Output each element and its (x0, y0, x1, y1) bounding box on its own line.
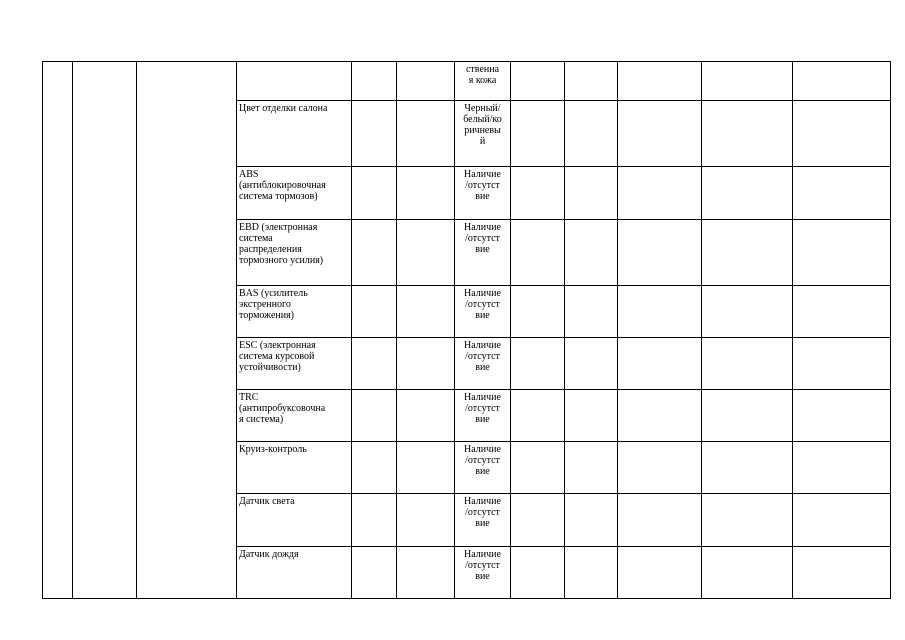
empty-cell (702, 442, 793, 494)
parameter-name: ESC (электронная система курсовой устойчивости) (239, 340, 316, 373)
parameter-value-cell (455, 286, 511, 338)
empty-cell (511, 286, 565, 338)
parameter-name: Цвет отделки салона (239, 103, 328, 114)
empty-cell (511, 167, 565, 220)
parameter-name-cell (237, 167, 352, 220)
empty-cell (793, 442, 891, 494)
empty-cell (565, 390, 618, 442)
empty-cell (793, 101, 891, 167)
empty-cell (397, 286, 455, 338)
empty-cell (565, 286, 618, 338)
parameter-value: Наличие /отсутст вие (464, 169, 501, 202)
empty-cell (352, 286, 397, 338)
empty-cell (793, 494, 891, 547)
empty-cell (397, 338, 455, 390)
empty-cell (565, 494, 618, 547)
parameter-value-cell (455, 494, 511, 547)
empty-cell (352, 442, 397, 494)
empty-cell (511, 442, 565, 494)
parameter-name: BAS (усилитель экстренного торможения) (239, 288, 308, 321)
empty-cell (397, 167, 455, 220)
parameter-value-cell (455, 442, 511, 494)
empty-cell (397, 547, 455, 599)
empty-cell (565, 442, 618, 494)
empty-cell (618, 101, 702, 167)
empty-cell (618, 442, 702, 494)
empty-cell (511, 338, 565, 390)
empty-cell (352, 338, 397, 390)
empty-cell (702, 101, 793, 167)
empty-cell (511, 390, 565, 442)
empty-cell (565, 167, 618, 220)
empty-cell (618, 390, 702, 442)
empty-cell (793, 286, 891, 338)
empty-cell (618, 494, 702, 547)
empty-cell (702, 62, 793, 101)
empty-cell (565, 547, 618, 599)
empty-cell (511, 101, 565, 167)
parameter-value: Наличие /отсутст вие (464, 340, 501, 373)
parameter-name: Датчик света (239, 496, 295, 507)
empty-cell (352, 167, 397, 220)
empty-cell (618, 62, 702, 101)
empty-cell (702, 167, 793, 220)
empty-cell (618, 547, 702, 599)
parameter-value-cell (455, 167, 511, 220)
parameter-name: Датчик дождя (239, 549, 299, 560)
parameter-value-cell (455, 390, 511, 442)
parameter-value-cell (455, 101, 511, 167)
empty-cell (397, 390, 455, 442)
empty-cell (565, 101, 618, 167)
empty-cell (702, 220, 793, 286)
parameter-value-cell (455, 220, 511, 286)
number-cell (43, 62, 73, 599)
empty-cell (352, 101, 397, 167)
empty-cell (618, 286, 702, 338)
parameter-name: Круиз-контроль (239, 444, 307, 455)
empty-cell (352, 494, 397, 547)
parameter-name-cell (237, 62, 352, 101)
category-cell (137, 62, 237, 599)
parameter-value-cell (455, 547, 511, 599)
empty-cell (397, 220, 455, 286)
parameter-value: Наличие /отсутст вие (464, 392, 501, 425)
parameter-name: ABS (антиблокировочная система тормозов) (239, 169, 326, 202)
parameter-name-cell (237, 101, 352, 167)
parameter-value: Наличие /отсутст вие (464, 288, 501, 321)
empty-cell (511, 494, 565, 547)
parameter-name-cell (237, 286, 352, 338)
parameter-name-cell (237, 338, 352, 390)
empty-cell (565, 220, 618, 286)
empty-cell (618, 338, 702, 390)
empty-cell (397, 442, 455, 494)
empty-cell (511, 62, 565, 101)
parameter-value: Наличие /отсутст вие (464, 496, 501, 529)
empty-cell (793, 547, 891, 599)
empty-cell (352, 547, 397, 599)
empty-cell (397, 62, 455, 101)
parameter-name: EBD (электронная система распределения тормозного усилия) (239, 222, 324, 266)
empty-cell (397, 494, 455, 547)
parameter-name: TRC (антипробуксовочна я система) (239, 392, 326, 425)
parameter-name-cell (237, 547, 352, 599)
parameter-name-cell (237, 220, 352, 286)
empty-cell (352, 62, 397, 101)
parameter-name-cell (237, 390, 352, 442)
empty-cell (702, 547, 793, 599)
table-row (43, 62, 891, 101)
empty-cell (793, 167, 891, 220)
empty-cell (702, 286, 793, 338)
empty-cell (352, 390, 397, 442)
parameter-value: Наличие /отсутст вие (464, 549, 501, 582)
empty-cell (511, 547, 565, 599)
empty-cell (565, 338, 618, 390)
parameter-value-cell (455, 338, 511, 390)
empty-cell (565, 62, 618, 101)
parameter-value: Наличие /отсутст вие (464, 222, 501, 255)
parameter-name-cell (237, 494, 352, 547)
empty-cell (702, 494, 793, 547)
group-cell (73, 62, 137, 599)
empty-cell (702, 338, 793, 390)
empty-cell (793, 220, 891, 286)
parameter-value: Черный/ белый/ко ричневы й (463, 103, 502, 147)
parameter-value: ственна я кожа (465, 64, 500, 86)
empty-cell (702, 390, 793, 442)
parameter-value-cell (455, 62, 511, 101)
parameter-name-cell (237, 442, 352, 494)
empty-cell (511, 220, 565, 286)
empty-cell (397, 101, 455, 167)
empty-cell (352, 220, 397, 286)
empty-cell (793, 390, 891, 442)
specification-table (42, 61, 891, 599)
empty-cell (793, 338, 891, 390)
empty-cell (618, 167, 702, 220)
empty-cell (793, 62, 891, 101)
parameter-value: Наличие /отсутст вие (464, 444, 501, 477)
empty-cell (618, 220, 702, 286)
